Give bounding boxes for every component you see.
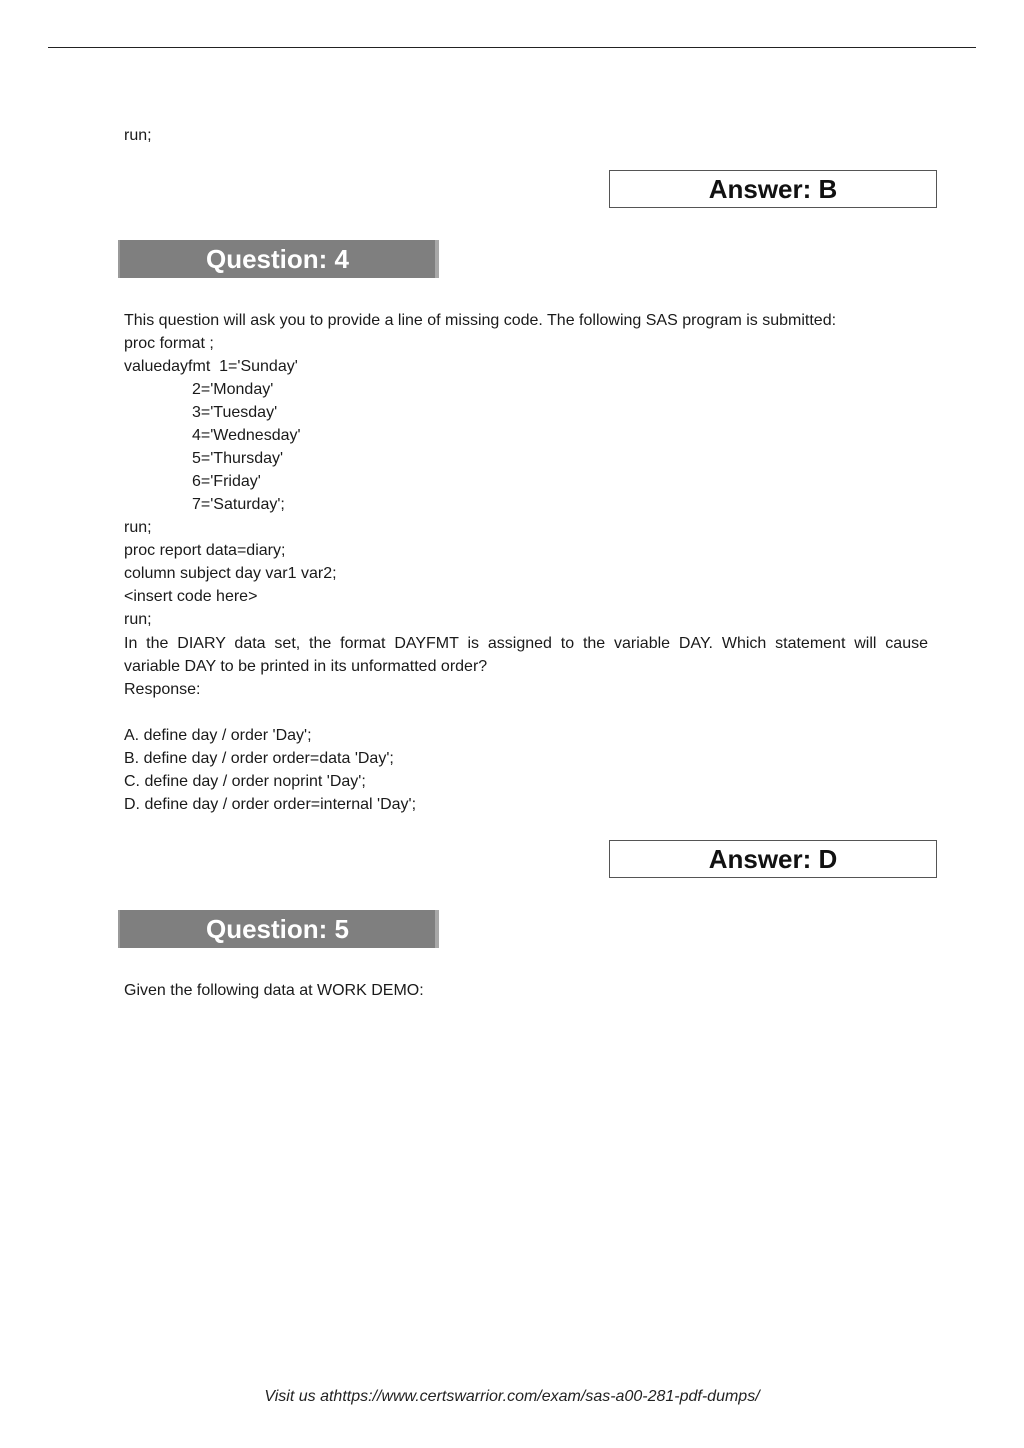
code-line: column subject day var1 var2; [124, 565, 337, 582]
question-prompt: In the DIARY data set, the format DAYFMT is assigned to the variable DAY. Which statement will cause [124, 635, 928, 652]
code-line: <insert code here> [124, 588, 258, 605]
option-d: D. define day / order order=internal 'Day'; [124, 796, 417, 813]
option-b: B. define day / order order=data 'Day'; [124, 750, 394, 767]
response-label: Response: [124, 681, 201, 698]
code-line: proc format ; [124, 335, 214, 352]
question-intro: Given the following data at WORK DEMO: [124, 982, 424, 999]
answer-box: Answer: D [609, 840, 937, 878]
code-line: 3='Tuesday' [192, 404, 278, 421]
code-line: 2='Monday' [192, 381, 274, 398]
code-line: run; [124, 519, 152, 536]
question-prompt-cont: variable DAY to be printed in its unformatted order? [124, 658, 488, 675]
header-rule [48, 47, 976, 48]
code-line: 4='Wednesday' [192, 427, 301, 444]
code-line: run; [124, 127, 152, 144]
footer-link[interactable]: Visit us athttps://www.certswarrior.com/exam/sas-a00-281-pdf-dumps/ [264, 1388, 760, 1405]
answer-box: Answer: B [609, 170, 937, 208]
question-title: Question: 5 [118, 910, 439, 948]
question-title: Question: 4 [118, 240, 439, 278]
code-line: run; [124, 611, 152, 628]
code-line: valuedayfmt 1='Sunday' [124, 358, 298, 375]
code-line: 6='Friday' [192, 473, 261, 490]
code-line: 7='Saturday'; [192, 496, 285, 513]
code-line: 5='Thursday' [192, 450, 284, 467]
option-a: A. define day / order 'Day'; [124, 727, 312, 744]
code-line: proc report data=diary; [124, 542, 286, 559]
question-intro: This question will ask you to provide a line of missing code. The following SAS program is submitted: [124, 312, 837, 329]
option-c: C. define day / order noprint 'Day'; [124, 773, 366, 790]
